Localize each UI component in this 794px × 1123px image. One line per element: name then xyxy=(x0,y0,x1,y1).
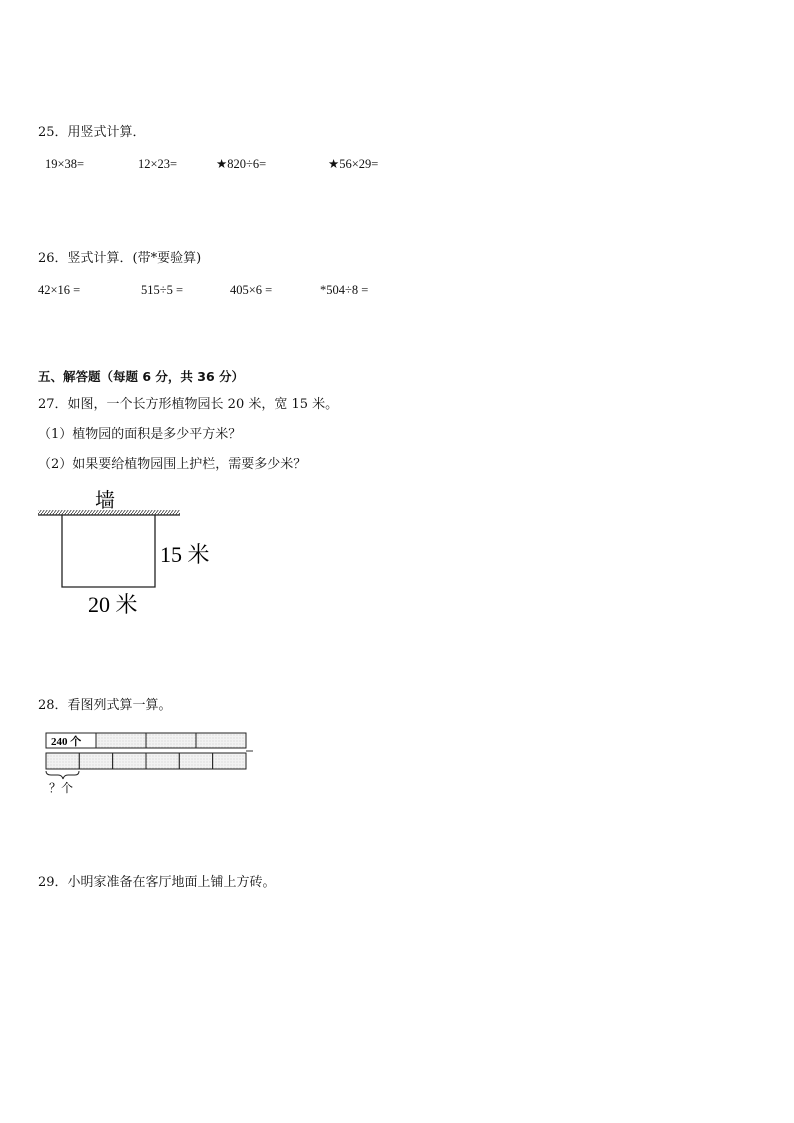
q28-title: 28．看图列式算一算。 xyxy=(38,698,172,713)
q29-title: 29．小明家准备在客厅地面上铺上方砖。 xyxy=(38,875,276,890)
length-label: 20 米 xyxy=(88,592,138,615)
bottom-bar-segment-3 xyxy=(113,753,146,769)
garden-rectangle xyxy=(62,515,155,587)
section-5-heading: 五、解答题（每题 6 分，共 36 分） xyxy=(38,369,245,384)
q27-title: 27．如图，一个长方形植物园长 20 米，宽 15 米。 xyxy=(38,397,339,412)
q25-expr-4: ★56×29= xyxy=(328,157,379,171)
q27-sub-1: （1）植物园的面积是多少平方米？ xyxy=(38,427,242,442)
bottom-bar-segment-1 xyxy=(46,753,79,769)
bottom-bar-segment-2 xyxy=(79,753,112,769)
question-brace xyxy=(46,771,79,779)
top-bar-segment-2 xyxy=(96,733,146,748)
q25-expr-3: ★820÷6= xyxy=(216,157,267,171)
bottom-bar-segment-4 xyxy=(146,753,179,769)
q25-title: 25．用竖式计算． xyxy=(38,125,146,140)
q26-expr-4: *504÷8 = xyxy=(320,283,369,297)
q27-sub-2: （2）如果要给植物园围上护栏，需要多少米？ xyxy=(38,457,307,472)
bottom-bar-segment-5 xyxy=(179,753,212,769)
wall-label: 墙 xyxy=(95,490,115,512)
bottom-bar-segment-6 xyxy=(213,753,246,769)
q26-title: 26．竖式计算．(带*要验算) xyxy=(38,251,202,266)
q25-expr-2: 12×23= xyxy=(138,157,178,171)
q27-garden-figure xyxy=(30,485,230,615)
q26-expr-3: 405×6 = xyxy=(230,283,273,297)
top-bar-segment-3 xyxy=(146,733,196,748)
question-label: ？个 xyxy=(49,781,74,795)
width-label: 15 米 xyxy=(160,542,210,567)
top-bar-label: 240 个 xyxy=(51,736,82,748)
top-bar-segment-4 xyxy=(196,733,246,748)
q28-bar-figure xyxy=(38,728,268,798)
q26-expr-1: 42×16 = xyxy=(38,283,81,297)
q26-expr-2: 515÷5 = xyxy=(141,283,184,297)
q25-expr-1: 19×38= xyxy=(45,157,85,171)
